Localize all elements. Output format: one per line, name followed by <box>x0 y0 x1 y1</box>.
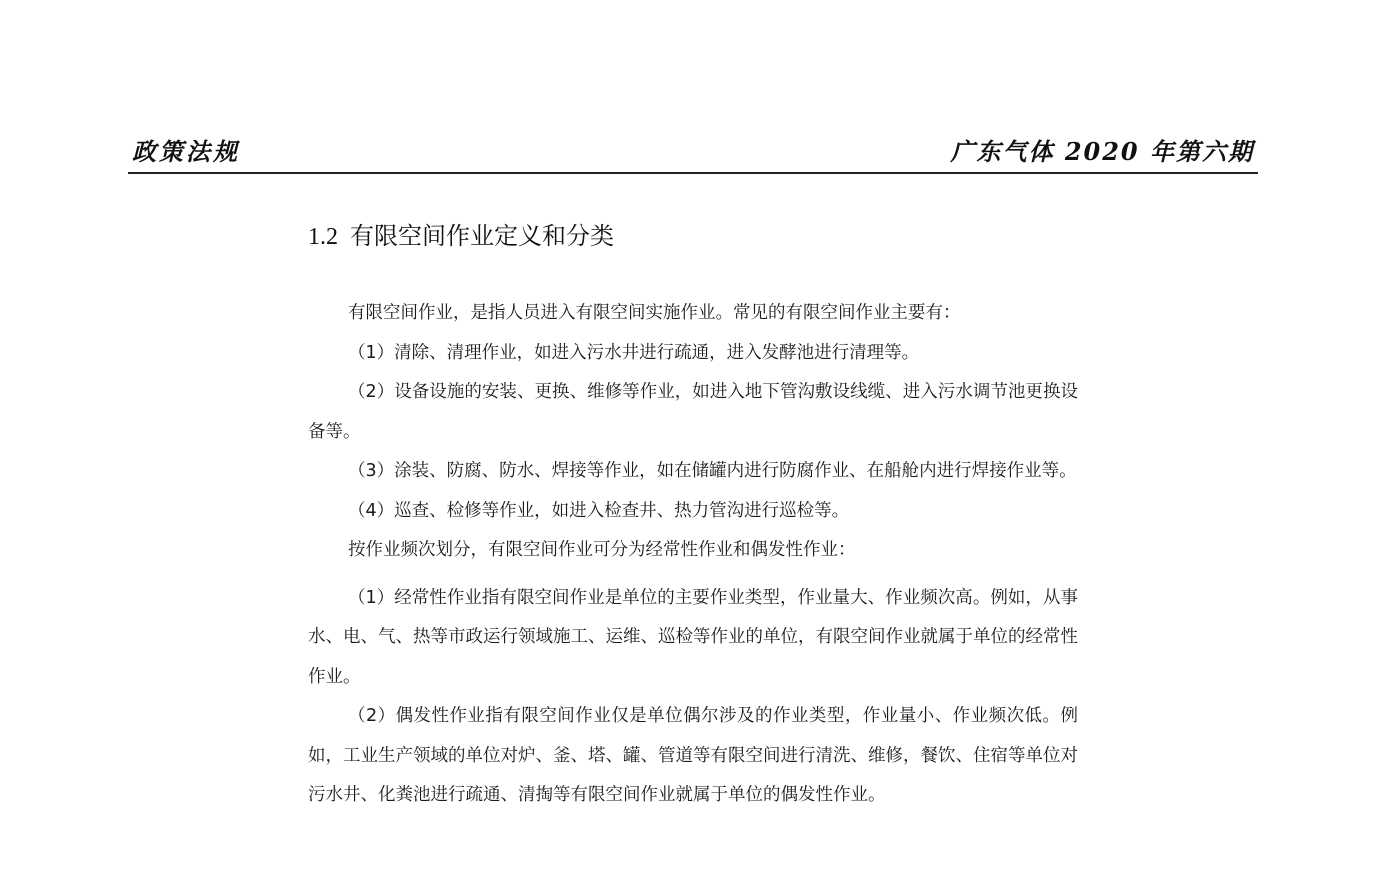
paragraph: 有限空间作业，是指人员进入有限空间实施作业。常见的有限空间作业主要有： <box>348 303 961 323</box>
page-header <box>128 128 1258 174</box>
spacer <box>308 571 1078 579</box>
list-item: （2）设备设施的安装、更换、维修等作业，如进入地下管沟敷设线缆、进入污水调节池更换设备等。 <box>308 382 1078 442</box>
list-item: （2）偶发性作业指有限空间作业仅是单位偶尔涉及的作业类型，作业量小、作业频次低。例如，工业生产领域的单位对炉、釜、塔、罐、管道等有限空间进行清洗、维修，餐饮、住宿等单位对污水井、化粪池进行疏通、清掏等有限空间作业就属于单位的偶发性作业。 <box>308 706 1078 805</box>
list-item: （1）经常性作业指有限空间作业是单位的主要作业类型，作业量大、作业频次高。例如，从事水、电、气、热等市政运行领域施工、运维、巡检等作业的单位，有限空间作业就属于单位的经常性作业。 <box>308 587 1078 687</box>
journal-issue: 广东气体 2020 年第六期 <box>950 137 1254 166</box>
article-body <box>308 216 1078 816</box>
list-item: （4）巡查、检修等作业，如进入检查井、热力管沟进行巡检等。 <box>348 500 850 521</box>
section-category: 政策法规 <box>132 137 240 166</box>
list-item: （3）涂装、防腐、防水、焊接等作业，如在储罐内进行防腐作业、在船舱内进行焊接作业等。 <box>348 461 1077 481</box>
list-item: （1）清除、清理作业，如进入污水井进行疏通，进入发酵池进行清理等。 <box>348 342 920 363</box>
section-heading <box>308 216 1078 256</box>
section-title: 有限空间作业定义和分类 <box>350 222 614 250</box>
paragraph: 按作业频次划分，有限空间作业可分为经常性作业和偶发性作业： <box>348 540 856 560</box>
section-number: 1.2 <box>308 224 338 250</box>
